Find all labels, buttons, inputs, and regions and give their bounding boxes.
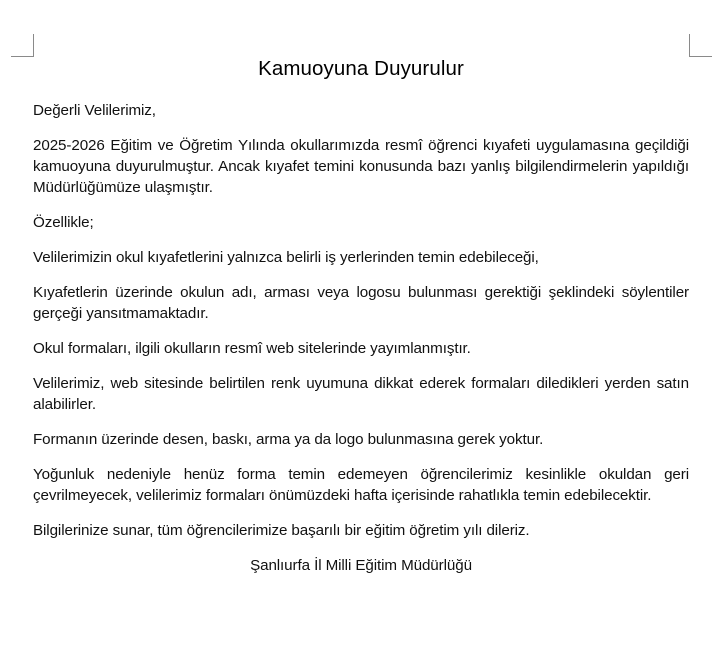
closing-paragraph: Bilgilerinize sunar, tüm öğrencilerimize başarılı bir eğitim öğretim yılı dileriz. bbox=[33, 522, 530, 539]
signature-line: Şanlıurfa İl Milli Eğitim Müdürlüğü bbox=[250, 557, 472, 574]
document-body bbox=[33, 100, 689, 576]
document-title: Kamuoyuna Duyurulur bbox=[258, 57, 464, 80]
body-paragraph: Formanın üzerinde desen, baskı, arma ya da logo bulunmasına gerek yoktur. bbox=[33, 431, 544, 448]
body-paragraph: 2025-2026 Eğitim ve Öğretim Yılında okullarımızda resmî öğrenci kıyafeti uygulamasına geçildiği kamuoyuna duyurulmuştur. Ancak kıyafet temini konusunda bazı yanlış bilgilendirmelerin yapıldığı Müdürlüğümüze ulaşmıştır. bbox=[33, 137, 689, 196]
page-corner-mark-top-left bbox=[11, 34, 34, 57]
body-paragraph: Kıyafetlerin üzerinde okulun adı, arması veya logosu bulunması gerektiği şeklindeki söylentiler gerçeği yansıtmamaktadır. bbox=[33, 284, 689, 322]
body-paragraph: Özellikle; bbox=[33, 214, 94, 231]
body-paragraph: Velilerimizin okul kıyafetlerini yalnızca belirli iş yerlerinden temin edebileceği, bbox=[33, 249, 539, 266]
body-paragraph: Okul formaları, ilgili okulların resmî web sitelerinde yayımlanmıştır. bbox=[33, 340, 471, 357]
body-paragraph: Yoğunluk nedeniyle henüz forma temin edemeyen öğrencilerimiz kesinlikle okuldan geri çevrilmeyecek, velilerimiz formaları önümüzdeki hafta içerisinde rahatlıkla temin edebilecektir. bbox=[33, 466, 689, 504]
body-paragraph: Velilerimiz, web sitesinde belirtilen renk uyumuna dikkat ederek formaları diledikleri yerden satın alabilirler. bbox=[33, 375, 689, 413]
document-page bbox=[33, 56, 689, 576]
page-corner-mark-top-right bbox=[689, 34, 712, 57]
greeting-paragraph: Değerli Velilerimiz, bbox=[33, 102, 156, 119]
